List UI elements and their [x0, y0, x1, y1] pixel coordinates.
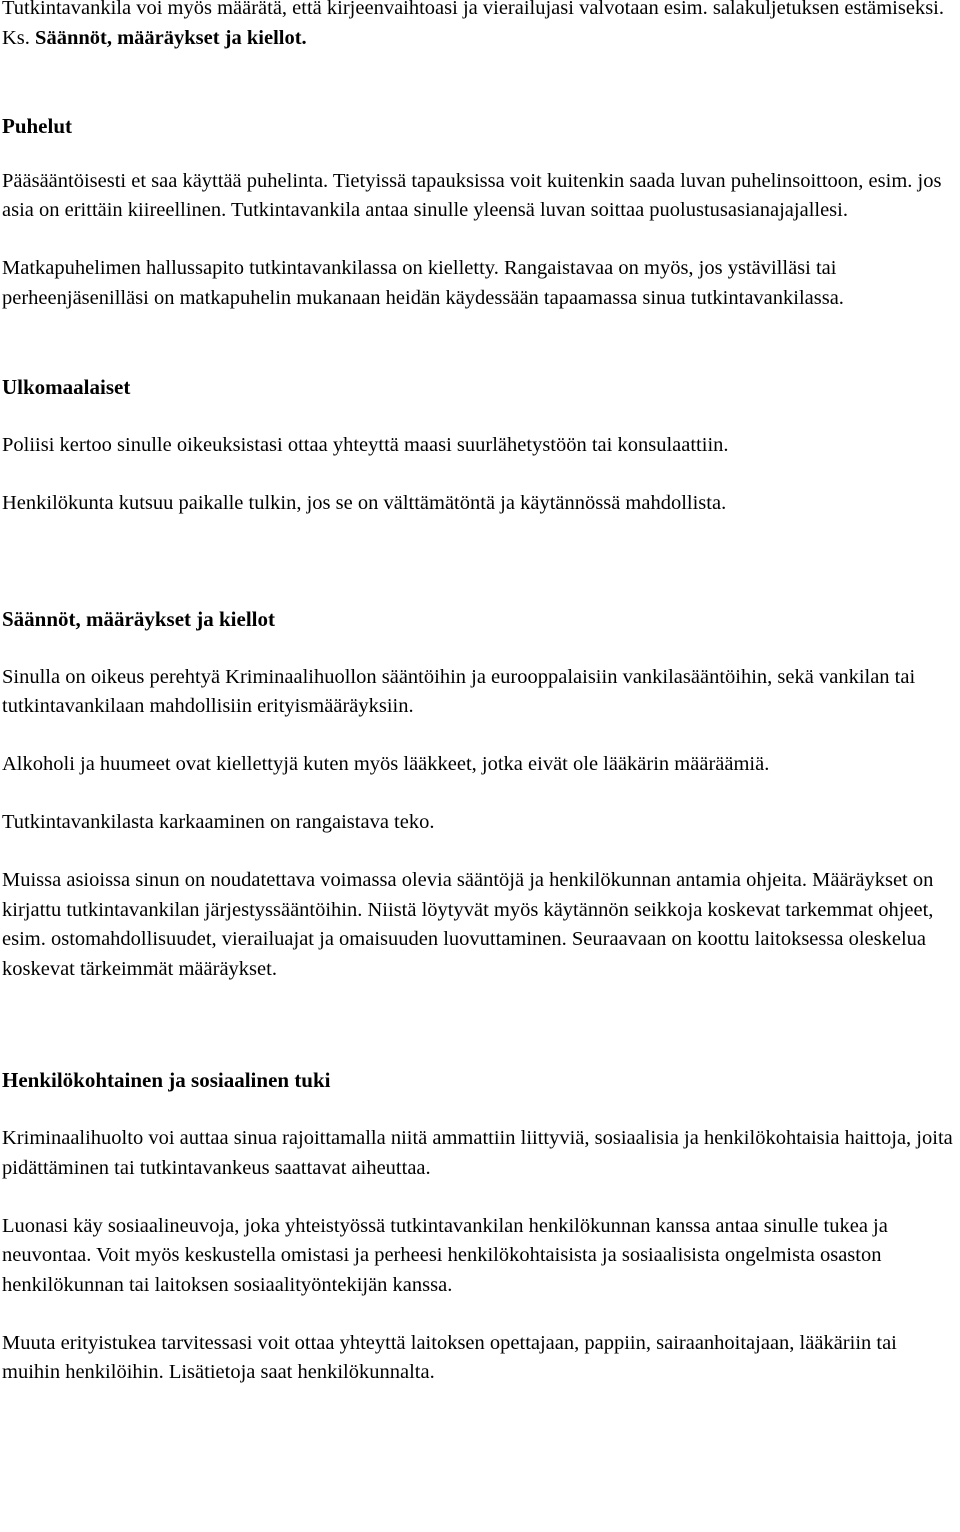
intro-text: Tutkintavankila voi myös määrätä, että kirjeenvaihtoasi ja vierailujasi valvotaan esim. salakuljetuksen estämiseksi. Ks. [2, 0, 944, 49]
paragraph: Alkoholi ja huumeet ovat kiellettyjä kuten myös lääkkeet, jotka eivät ole lääkärin määräämiä. [2, 753, 770, 775]
paragraph: Sinulla on oikeus perehtyä Kriminaalihuollon sääntöihin ja eurooppalaisiin vankilasääntöihin, sekä vankilan tai tutkintavankilaan mahdollisiin erityismääräyksiin. [2, 665, 916, 717]
section-heading-puhelut: Puhelut [2, 114, 73, 138]
section-heading-saannot: Säännöt, määräykset ja kiellot [2, 606, 275, 631]
section-heading-tuki: Henkilökohtainen ja sosiaalinen tuki [2, 1068, 331, 1092]
paragraph: Luonasi käy sosiaalineuvoja, joka yhteistyössä tutkintavankilan henkilökunnan kanssa antaa sinulle tukea ja neuvontaa. Voit myös keskustella omistasi ja perheesi henkilökohtaisista ja sosiaalisista ongelmista osaston henkilökunnan tai laitoksen sosiaalityöntekijän kanssa. [2, 1214, 888, 1296]
paragraph: Matkapuhelimen hallussapito tutkintavankilassa on kielletty. Rangaistavaa on myös, jos ystävilläsi tai perheenjäsenilläsi on matkapuhelin mukanaan heidän käydessään tapaamassa sinua tutkintavankilassa. [2, 257, 844, 309]
paragraph: Poliisi kertoo sinulle oikeuksistasi ottaa yhteyttä maasi suurlähetystöön tai konsulaattiin. [2, 434, 729, 456]
section-heading-ulkomaalaiset: Ulkomaalaiset [2, 375, 131, 399]
paragraph: Muuta erityistukea tarvitessasi voit ottaa yhteyttä laitoksen opettajaan, pappiin, sairaanhoitajaan, lääkäriin tai muihin henkilöihin. Lisätietoja saat henkilökunnalta. [2, 1331, 897, 1383]
rules-reference-link[interactable]: Säännöt, määräykset ja kiellot. [35, 26, 307, 49]
paragraph: Henkilökunta kutsuu paikalle tulkin, jos se on välttämätöntä ja käytännössä mahdollista. [2, 492, 727, 514]
paragraph: Pääsääntöisesti et saa käyttää puhelinta. Tietyissä tapauksissa voit kuitenkin saada luvan puhelinsoittoon, esim. jos asia on erittäin kiireellinen. Tutkintavankila antaa sinulle yleensä luvan soittaa puolustusasianajajallesi. [2, 169, 942, 221]
paragraph: Kriminaalihuolto voi auttaa sinua rajoittamalla niitä ammattiin liittyviä, sosiaalisia ja henkilökohtaisia haittoja, joita pidättäminen tai tutkintavankeus saattavat aiheuttaa. [2, 1127, 953, 1179]
paragraph: Tutkintavankilasta karkaaminen on rangaistava teko. [2, 811, 435, 833]
intro-paragraph [2, 0, 960, 53]
paragraph: Muissa asioissa sinun on noudatettava voimassa olevia sääntöjä ja henkilökunnan antamia ohjeita. Määräykset on kirjattu tutkintavankilan järjestyssääntöihin. Niistä löytyvät myös käytännön seikkoja koskevat tarkemmat ohjeet, esim. ostomahdollisuudet, vierailuajat ja omaisuuden luovuttaminen. Seuraavaan on koottu laitoksessa oleskelua koskevat tärkeimmät määräykset. [2, 869, 934, 980]
